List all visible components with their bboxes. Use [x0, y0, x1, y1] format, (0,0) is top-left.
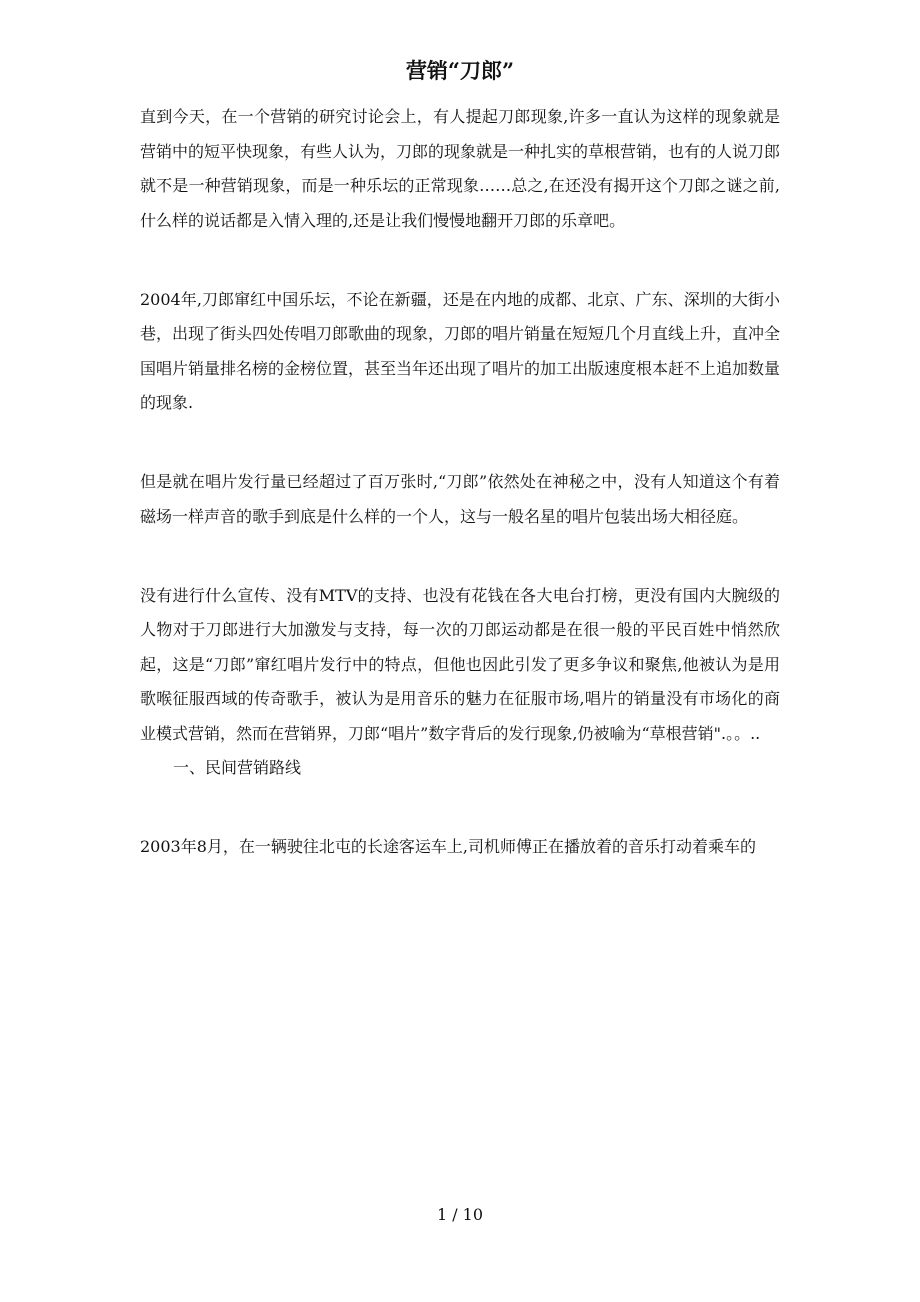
paragraph-5: 2003年8月，在一辆驶往北屯的长途客运车上,司机师傅正在播放着的音乐打动着乘车的 — [140, 837, 756, 856]
paragraph-spacer — [140, 421, 780, 456]
paragraph-3: 但是就在唱片发行量已经超过了百万张时,“刀郎”依然处在神秘之中，没有人知道这个有着磁场一样声音的歌手到底是什么样的一个人，这与一般名星的唱片包装出场大相径庭。 — [140, 472, 780, 526]
paragraph-spacer — [140, 534, 780, 569]
document-title: 营销“刀郎” — [405, 58, 515, 83]
section-heading: 一、民间营销路线 — [173, 758, 302, 777]
paragraph-spacer — [140, 455, 780, 465]
paragraph-2: 2004年,刀郎窜红中国乐坛，不论在新疆，还是在内地的成都、北京、广东、深圳的大街小巷，出现了街头四处传唱刀郎歌曲的现象，刀郎的唱片销量在短短几个月直线上升，直冲全国唱片销量排名榜的金榜位置，甚至当年还出现了唱片的加工出版速度根本赶不上追加数量的现象. — [140, 289, 781, 412]
document-body — [140, 100, 780, 865]
paragraph-spacer — [140, 238, 780, 273]
paragraph-4: 没有进行什么宣传、没有MTV的支持、也没有花钱在各大电台打榜，更没有国内大腕级的人物对于刀郎进行大加激发与支持，每一次的刀郎运动都是在很一般的平民百姓中悄然欣起，这是“刀郎”窜红唱片发行中的特点，但他也因此引发了更多争议和聚焦,他被认为是用歌喉征服西域的传奇歌手，被认为是用音乐的魅力在征服市场,唱片的销量没有市场化的商业模式营销，然而在营销界，刀郎“唱片”数字背后的发行现象,仍被喻为“草根营销".。。.. — [140, 585, 780, 743]
paragraph-spacer — [140, 273, 780, 283]
paragraph-1: 直到今天，在一个营销的研究讨论会上，有人提起刀郎现象,许多一直认为这样的现象就是营销中的短平快现象，有些人认为，刀郎的现象就是一种扎实的草根营销，也有的人说刀郎就不是一种营销现象，而是一种乐坛的正常现象……总之,在还没有揭开这个刀郎之谜之前,什么样的说话都是入情入理的,还是让我们慢慢地翻开刀郎的乐章吧。 — [140, 107, 781, 230]
page-number: 1 / 10 — [436, 1205, 484, 1224]
paragraph-spacer — [140, 569, 780, 579]
paragraph-spacer — [140, 820, 780, 830]
paragraph-spacer — [140, 786, 780, 821]
